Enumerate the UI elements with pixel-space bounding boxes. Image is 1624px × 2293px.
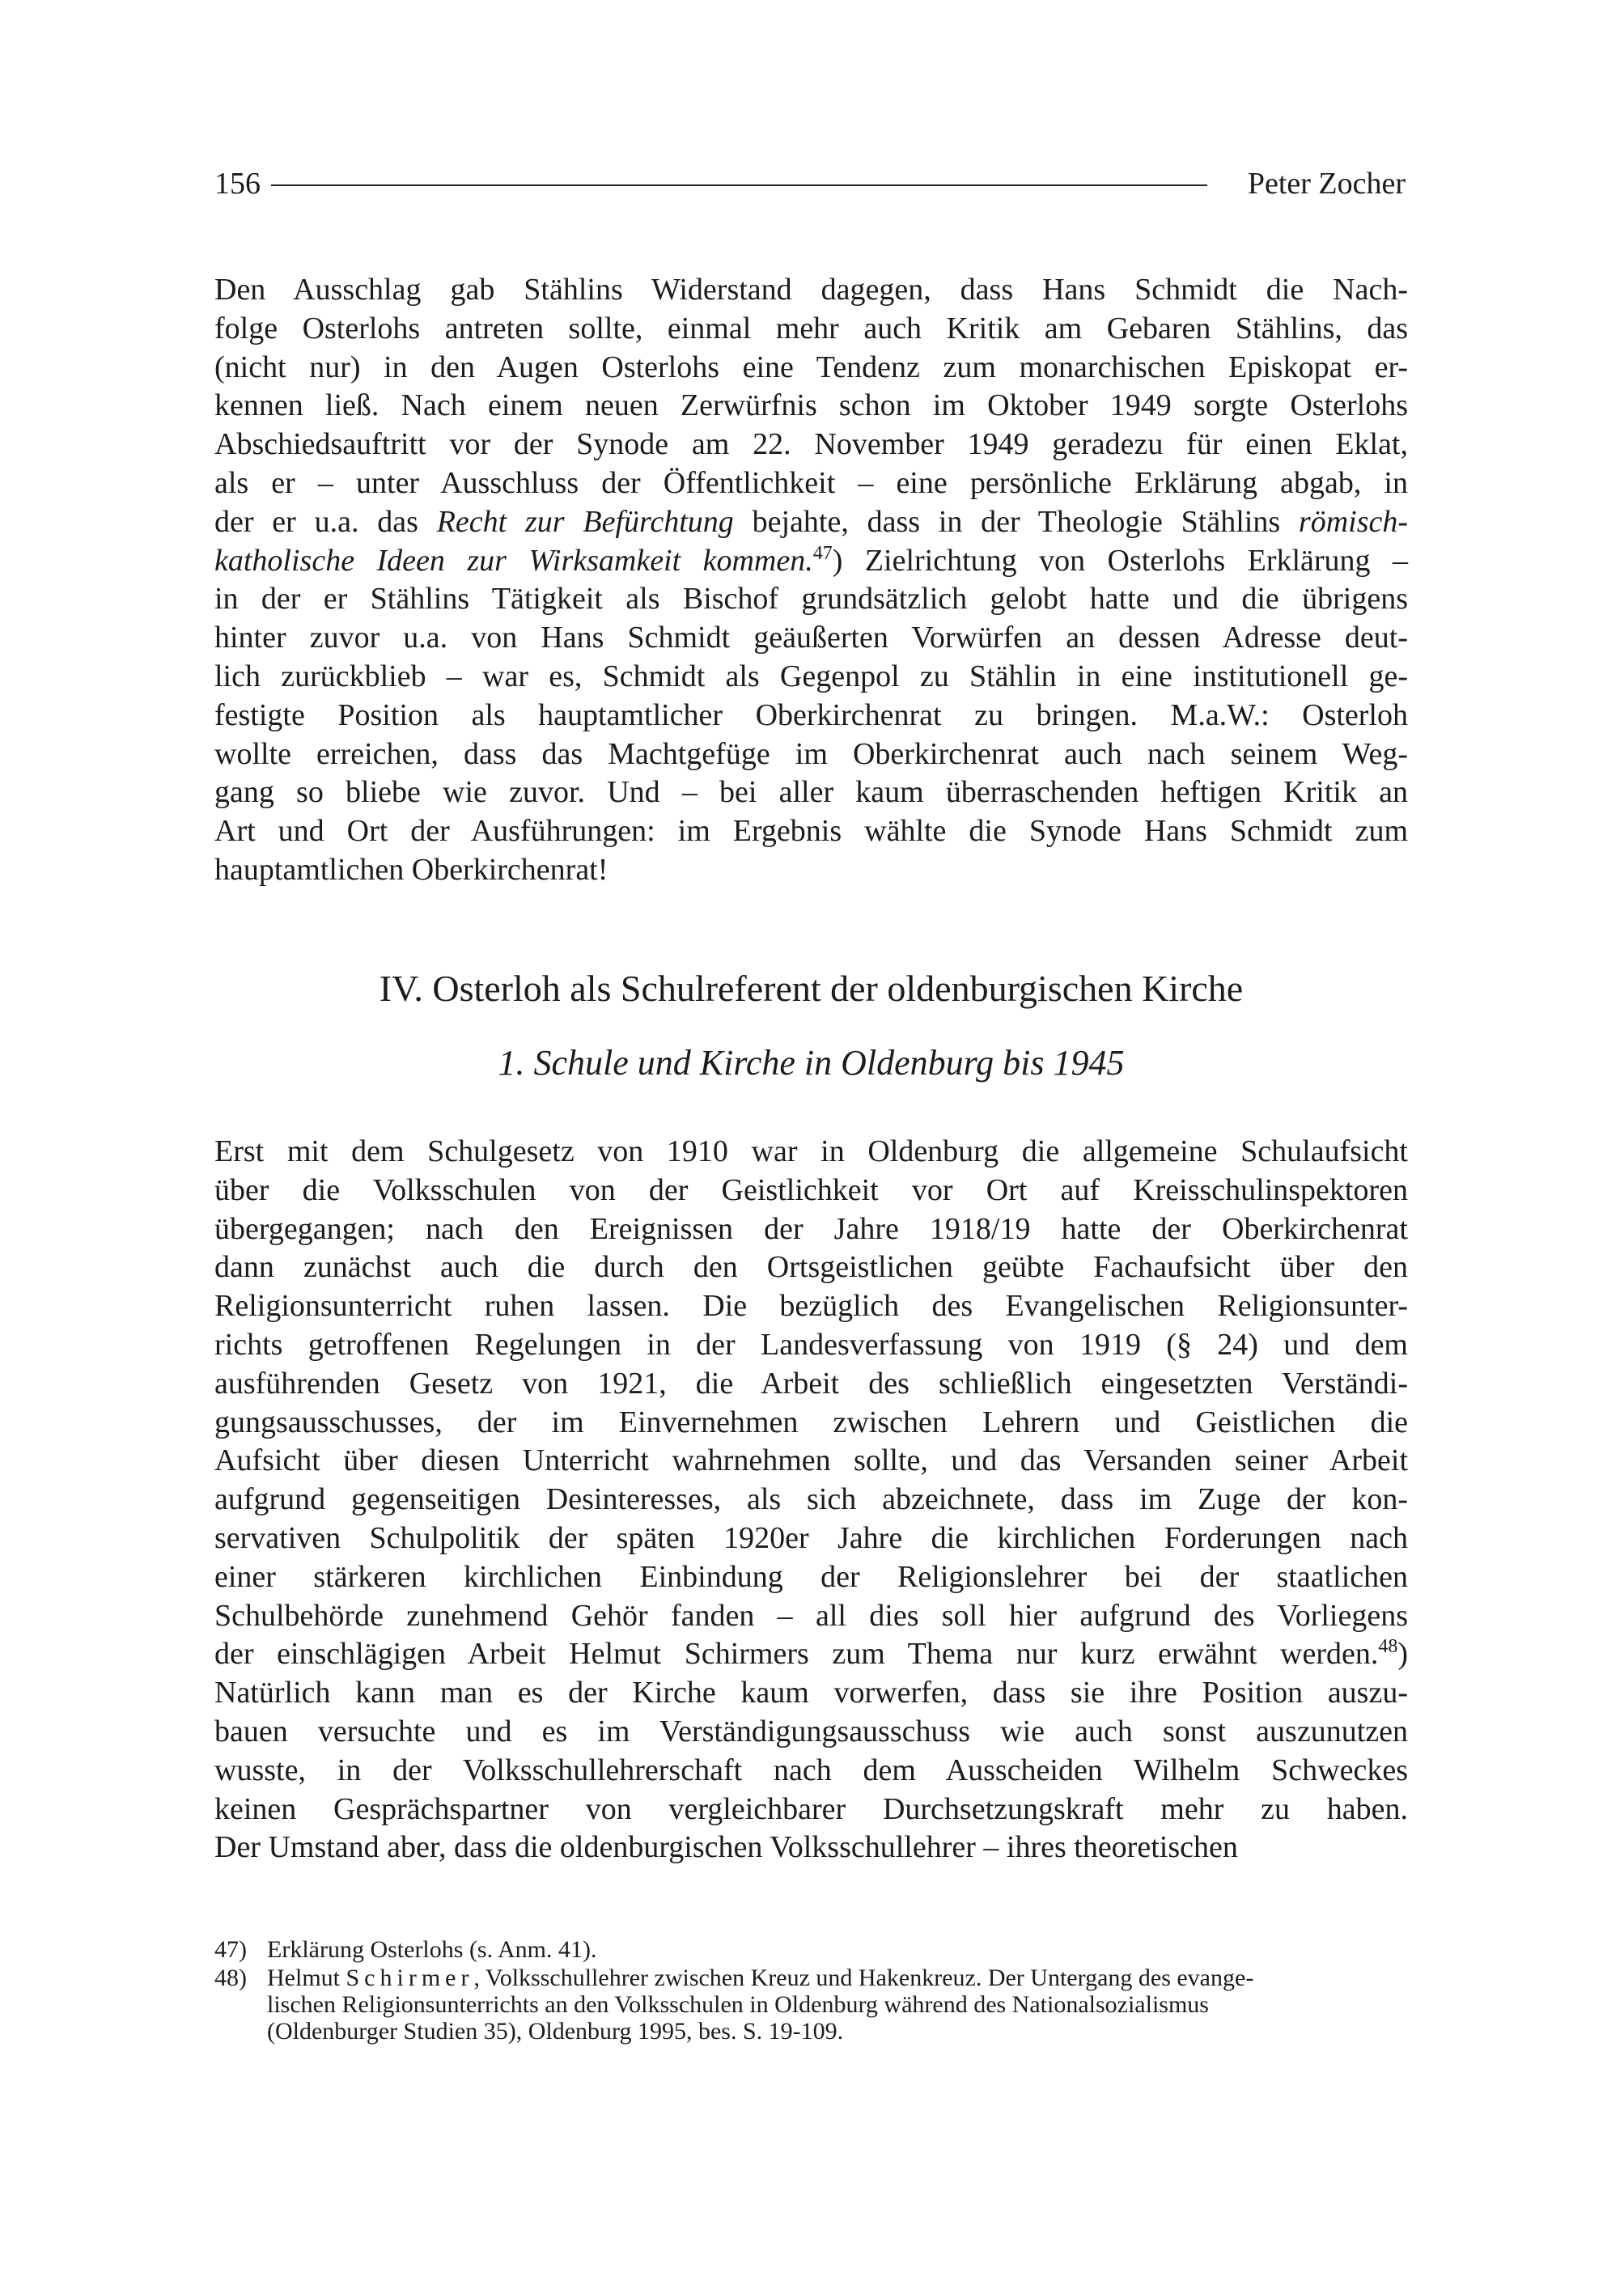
text-line: lich zurückblieb – war es, Schmidt als Gegenpol zu Stählin in eine institutionell ge-	[214, 659, 1408, 693]
text-run: ) Zielrichtung von Osterlohs Erklärung –	[832, 543, 1408, 578]
text-line: richts getroffenen Regelungen in der Landesverfassung von 1919 (§ 24) und dem	[214, 1327, 1408, 1362]
text-line: bauen versuchte und es im Verständigungsausschuss wie auch sonst auszunutzen	[214, 1714, 1408, 1748]
text-run: der er u.a. das	[214, 504, 437, 539]
text-line: aufgrund gegenseitigen Desinteresses, als sich abzeichnete, dass im Zuge der kon-	[214, 1482, 1408, 1517]
footnote-ref-47: 47	[812, 542, 833, 564]
text-line: Religionsunterricht ruhen lassen. Die bezüglich des Evangelischen Religionsunter-	[214, 1289, 1408, 1324]
footnote-48	[214, 1965, 1408, 2045]
text-line: Erst mit dem Schulgesetz von 1910 war in Oldenburg die allgemeine Schulaufsicht	[214, 1134, 1408, 1168]
text-line: servativen Schulpolitik der späten 1920er Jahre die kirchlichen Forderungen nach	[214, 1520, 1408, 1555]
chapter-heading: IV. Osterloh als Schulreferent der oldenburgischen Kirche	[379, 968, 1244, 1009]
text-line: wollte erreichen, dass das Machtgefüge im Oberkirchenrat auch nach seinem Weg-	[214, 736, 1408, 771]
section-heading: 1. Schule und Kirche in Oldenburg bis 1945	[498, 1043, 1125, 1083]
text-line	[214, 503, 1408, 542]
text-line: gang so bliebe wie zuvor. Und – bei aller kaum überraschenden heftigen Kritik an	[214, 775, 1408, 810]
text-line: Aufsicht über diesen Unterricht wahrnehmen sollte, und das Versanden seiner Arbeit	[214, 1443, 1408, 1478]
text-line: gungsausschusses, der im Einvernehmen zwischen Lehrern und Geistlichen die	[214, 1405, 1408, 1439]
footnote-line: (Oldenburger Studien 35), Oldenburg 1995, bes. S. 19-109.	[267, 2018, 844, 2045]
text-line: hauptamtlichen Oberkirchenrat!	[214, 852, 608, 887]
footnote-title: , Volksschullehrer zwischen Kreuz und Hakenkreuz. Der Untergang des evange-	[473, 1965, 1254, 1991]
text-run: der einschlägigen Arbeit Helmut Schirmers zum Thema nur kurz erwähnt werden.	[214, 1637, 1379, 1672]
text-line: übergegangen; nach den Ereignissen der Jahre 1918/19 hatte der Oberkirchenrat	[214, 1211, 1408, 1246]
paragraph-2	[214, 1133, 1408, 1867]
text-line: festigte Position als hauptamtlicher Oberkirchenrat zu bringen. M.a.W.: Osterloh	[214, 697, 1408, 732]
page-number: 156	[214, 167, 261, 201]
text-run: )	[1397, 1637, 1408, 1672]
header-rule	[271, 184, 1207, 186]
text-line	[214, 1635, 1408, 1674]
footnote-number: 48)	[214, 1965, 247, 1991]
text-line: über die Volksschulen von der Geistlichkeit vor Ort auf Kreisschulinspektoren	[214, 1172, 1408, 1207]
footnote-ref-48: 48	[1378, 1636, 1398, 1658]
text-line: (nicht nur) in den Augen Osterlohs eine Tendenz zum monarchischen Episkopat er-	[214, 350, 1408, 384]
text-line: Schulbehörde zunehmend Gehör fanden – all dies soll hier aufgrund des Vorliegens	[214, 1598, 1408, 1633]
italic-quote: römisch-	[1298, 504, 1409, 539]
footnote-line: lischen Religionsunterrichts an den Volksschulen in Oldenburg während des Nationalsozialismus	[267, 1991, 1209, 2018]
text-line: Abschiedsauftritt vor der Synode am 22. November 1949 geradezu für einen Eklat,	[214, 427, 1408, 462]
text-line: wusste, in der Volksschullehrerschaft nach dem Ausscheiden Wilhelm Schweckes	[214, 1753, 1408, 1787]
text-line: kennen ließ. Nach einem neuen Zerwürfnis schon im Oktober 1949 sorgte Osterlohs	[214, 388, 1408, 423]
text-line: folge Osterlohs antreten sollte, einmal mehr auch Kritik am Gebaren Stählins, das	[214, 311, 1408, 345]
text-line: ausführenden Gesetz von 1921, die Arbeit des schließlich eingesetzten Verständi-	[214, 1366, 1408, 1401]
paragraph-1	[214, 271, 1408, 890]
footnote-text: Erklärung Osterlohs (s. Anm. 41).	[267, 1936, 597, 1963]
footnote-line	[267, 1965, 1408, 1991]
text-line: einer stärkeren kirchlichen Einbindung der Religionslehrer bei der staatlichen	[214, 1559, 1408, 1594]
footnote-number: 47)	[214, 1936, 247, 1963]
text-line: in der er Stählins Tätigkeit als Bischof grundsätzlich gelobt hatte und die übrigens	[214, 582, 1408, 617]
footnote-47	[214, 1936, 1408, 1963]
running-head: Peter Zocher	[1247, 167, 1406, 201]
text-line: Den Ausschlag gab Stählins Widerstand dagegen, dass Hans Schmidt die Nach-	[214, 273, 1408, 307]
text-line: keinen Gesprächspartner von vergleichbarer Durchsetzungskraft mehr zu haben.	[214, 1791, 1408, 1826]
text-line	[214, 542, 1408, 581]
italic-quote: katholische Ideen zur Wirksamkeit kommen.	[214, 543, 813, 578]
text-line: hinter zuvor u.a. von Hans Schmidt geäußerten Vorwürfen an dessen Adresse deut-	[214, 621, 1408, 655]
text-line: als er – unter Ausschluss der Öffentlichkeit – eine persönliche Erklärung abgab, in	[214, 465, 1408, 500]
text-line: Der Umstand aber, dass die oldenburgischen Volksschullehrer – ihres theoretischen	[214, 1830, 1238, 1865]
text-line: dann zunächst auch die durch den Ortsgeistlichen geübte Fachaufsicht über den	[214, 1250, 1408, 1285]
italic-quote: Recht zur Befürchtung	[436, 504, 734, 539]
footnote-author-last: Schirmer	[346, 1965, 474, 1991]
text-line: Art und Ort der Ausführungen: im Ergebnis wählte die Synode Hans Schmidt zum	[214, 814, 1408, 849]
text-run: bejahte, dass in der Theologie Stählins	[733, 504, 1299, 539]
text-line: Natürlich kann man es der Kirche kaum vorwerfen, dass sie ihre Position auszu-	[214, 1676, 1408, 1710]
footnote-author-first: Helmut	[267, 1965, 346, 1991]
